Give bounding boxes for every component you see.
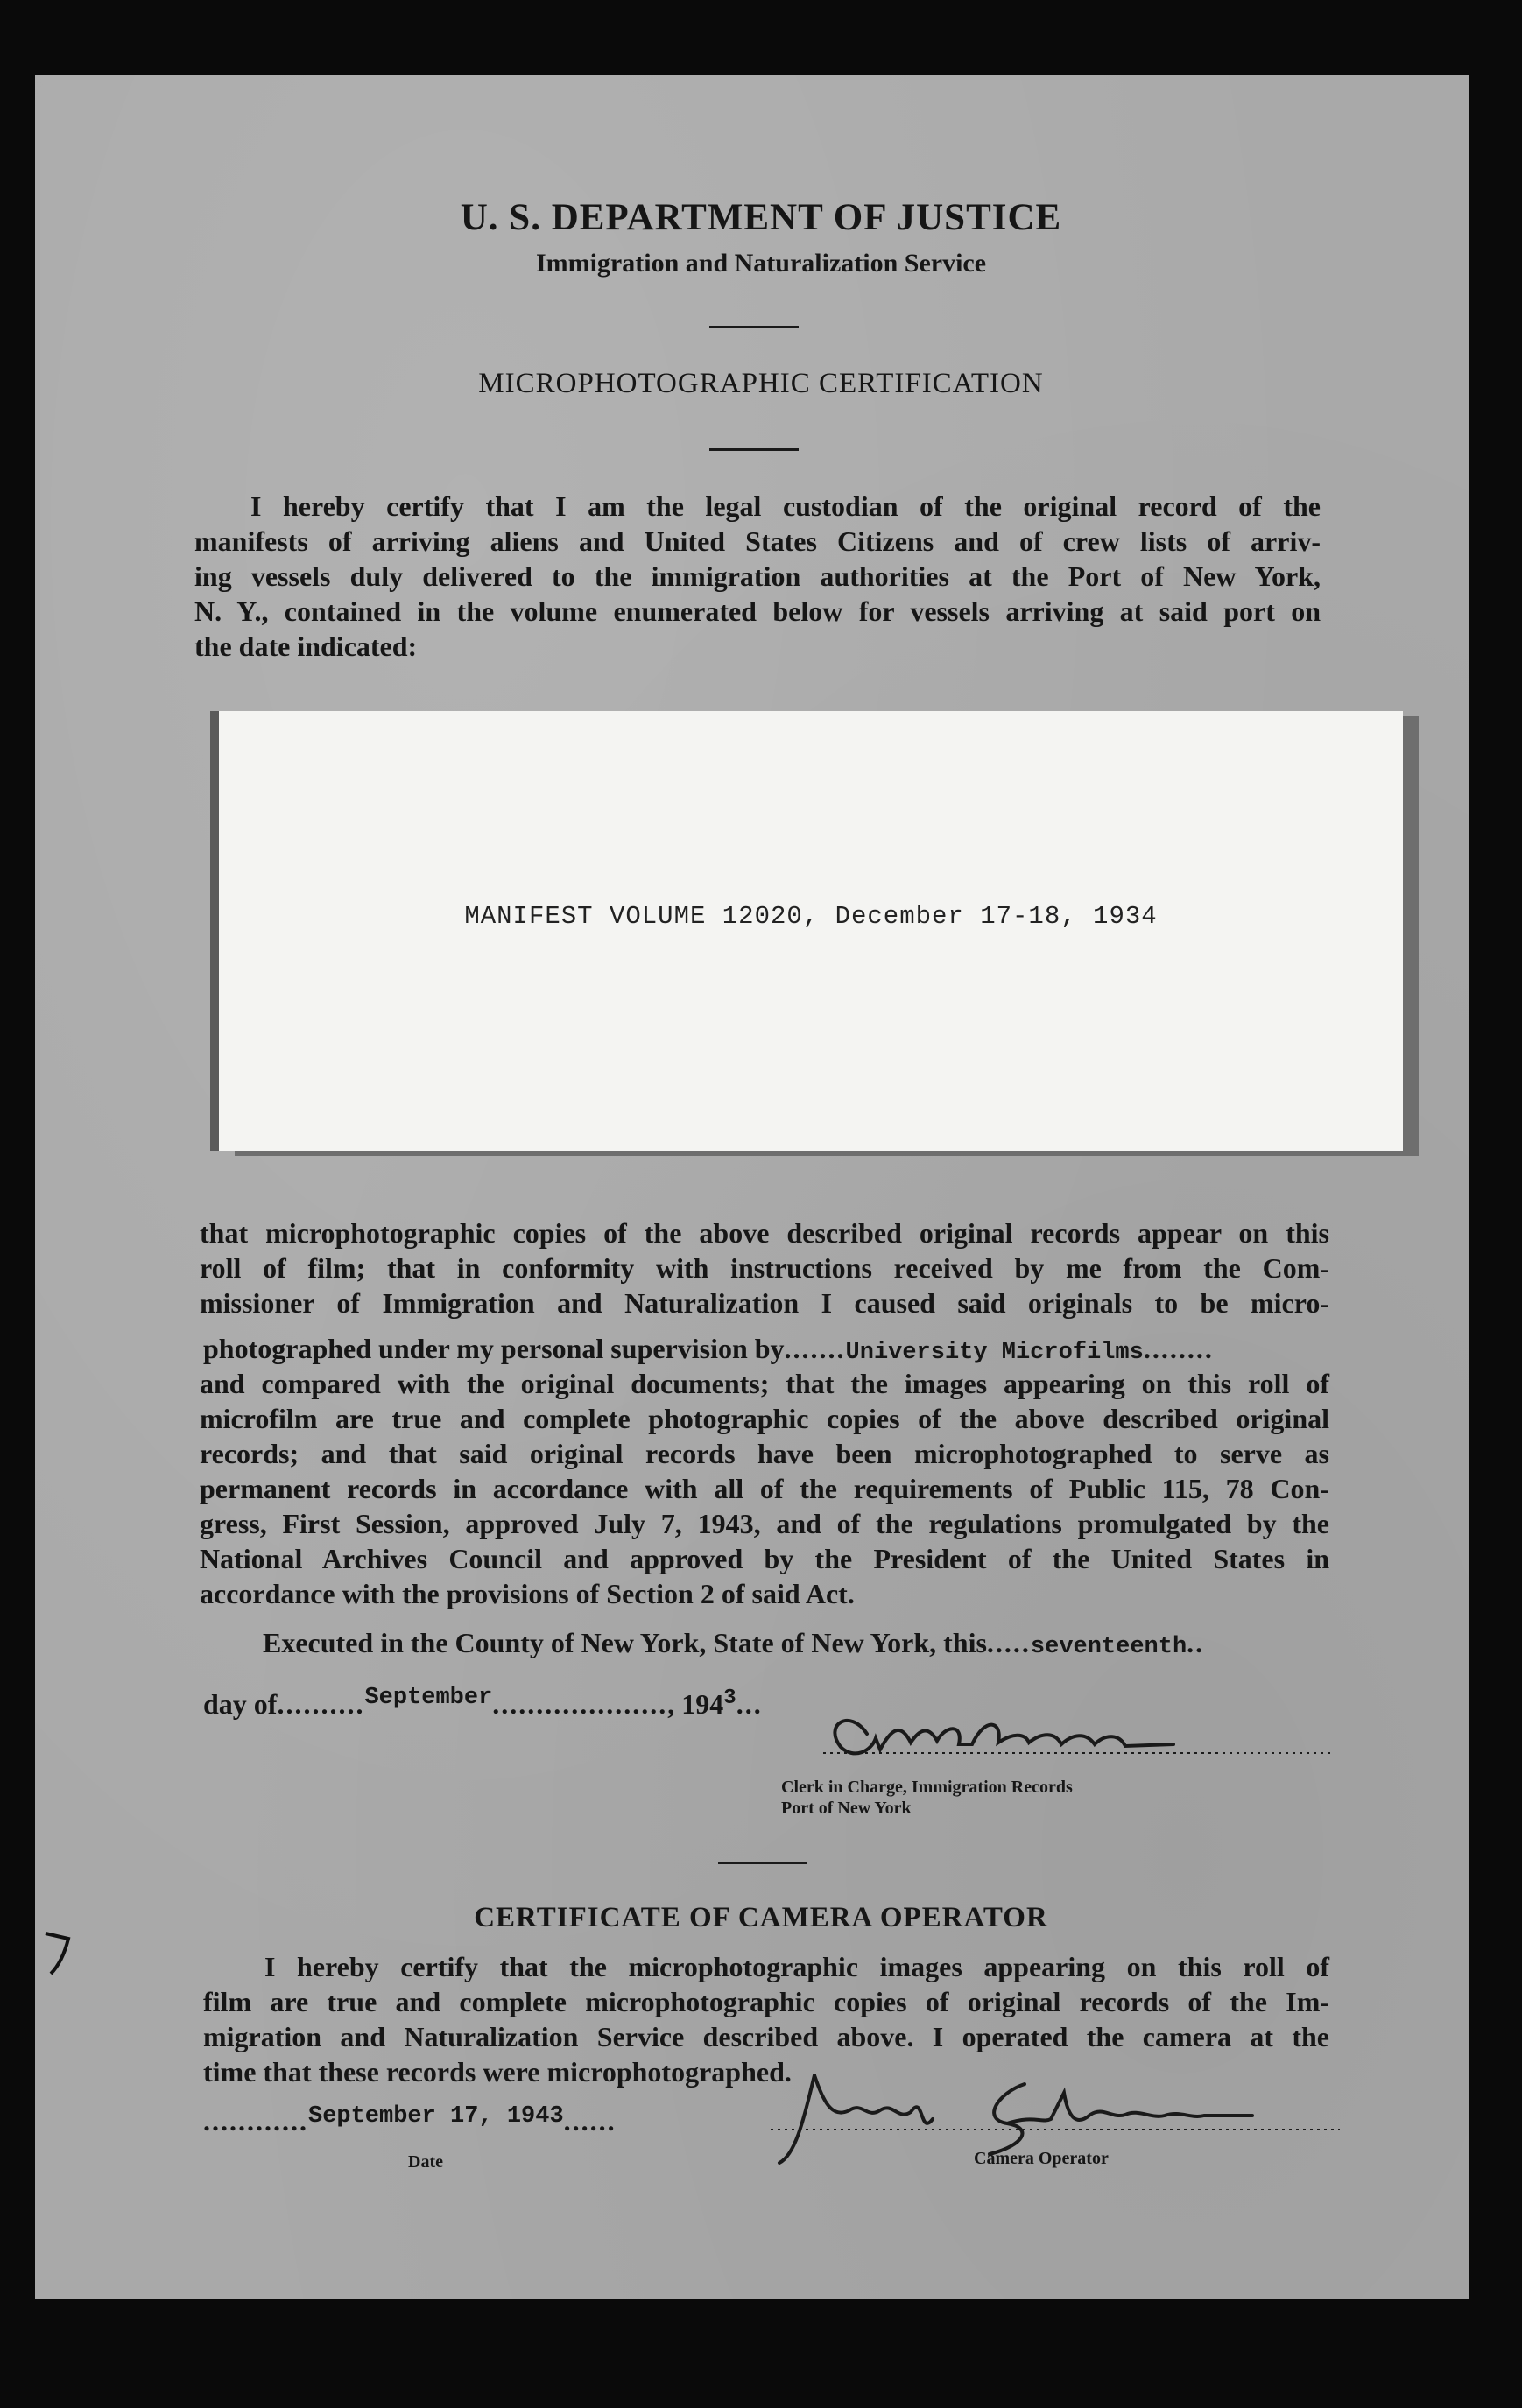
leader-dots: ....................: [492, 1688, 668, 1720]
supervision-line: [203, 1333, 1214, 1366]
year-prefix: , 194: [667, 1688, 724, 1720]
body-line: accordance with the provisions of Section 2 of said Act.: [200, 1578, 855, 1609]
leader-dots: ...: [736, 1688, 763, 1720]
body-paragraph-a: [200, 1215, 1329, 1320]
leader-dots: ..........: [277, 1688, 365, 1720]
body-line: microfilm are true and complete photographic copies of the above described original: [200, 1403, 1329, 1434]
year-digit: 3: [723, 1686, 736, 1710]
manifest-volume-text: MANIFEST VOLUME 12020, December 17-18, 1934: [464, 902, 1158, 931]
manifest-volume-card: [219, 711, 1403, 1151]
leader-dots: .......: [784, 1333, 846, 1364]
service-subtitle: Immigration and Naturalization Service: [535, 249, 987, 278]
supervision-value: University Microfilms: [845, 1340, 1144, 1366]
clerk-signature: [788, 1699, 1331, 1769]
camera-line: time that these records were microphotographed.: [203, 2056, 792, 2088]
divider-rule-1: [709, 326, 799, 328]
certification-title: MICROPHOTOGRAPHIC CERTIFICATION: [478, 368, 1044, 399]
leader-dots: ............: [203, 2105, 308, 2137]
body-line: and compared with the original documents; that the images appearing on this roll of: [200, 1368, 1329, 1399]
clerk-title: Clerk in Charge, Immigration Records: [781, 1778, 1073, 1797]
edge-mark: [42, 1926, 77, 1979]
leader-dots: ......: [563, 2105, 617, 2137]
leader-dots: ..: [1187, 1627, 1205, 1658]
day-of-line: [203, 1685, 763, 1722]
camera-date-line: [203, 2105, 617, 2138]
intro-paragraph: [194, 489, 1321, 664]
intro-line: N. Y., contained in the volume enumerated below for vessels arriving at said port on: [194, 595, 1321, 627]
body-line: missioner of Immigration and Naturalization I caused said originals to be micro-: [200, 1287, 1329, 1319]
body-line: gress, First Session, approved July 7, 1943, and of the regulations promulgated by the: [200, 1508, 1329, 1539]
leader-dots: ........: [1143, 1333, 1214, 1364]
executed-day: seventeenth: [1030, 1634, 1187, 1660]
camera-line: I hereby certify that the microphotographic images appearing on this roll of: [264, 1951, 1329, 1982]
date-label: Date: [408, 2152, 443, 2172]
intro-line: manifests of arriving aliens and United States Citizens and of crew lists of arriv-: [194, 525, 1321, 557]
executed-prefix: Executed in the County of New York, State of New York, this: [263, 1627, 987, 1658]
divider-rule-3: [718, 1862, 807, 1864]
body-line: permanent records in accordance with all of the requirements of Public 115, 78 Con-: [200, 1473, 1329, 1504]
day-of-prefix: day of: [203, 1688, 278, 1720]
body-line: roll of film; that in conformity with instructions received by me from the Com-: [200, 1252, 1329, 1284]
camera-operator-label: Camera Operator: [974, 2149, 1109, 2168]
camera-certificate-title: CERTIFICATE OF CAMERA OPERATOR: [474, 1902, 1048, 1933]
leader-dots: .....: [986, 1627, 1031, 1658]
day-of-month: September: [364, 1685, 493, 1711]
body-line: records; and that said original records have been microphotographed to serve as: [200, 1438, 1329, 1469]
intro-line: ing vessels duly delivered to the immigration authorities at the Port of New York,: [194, 560, 1321, 592]
body-line: that microphotographic copies of the above described original records appear on this: [200, 1217, 1329, 1249]
department-title: U. S. DEPARTMENT OF JUSTICE: [460, 197, 1062, 238]
camera-date: September 17, 1943: [308, 2103, 564, 2130]
body-paragraph-b: [200, 1366, 1329, 1611]
camera-line: film are true and complete microphotographic copies of original records of the Im-: [203, 1986, 1329, 2017]
intro-line: I hereby certify that I am the legal custodian of the original record of the: [250, 490, 1321, 522]
clerk-port: Port of New York: [781, 1799, 912, 1818]
divider-rule-2: [709, 448, 799, 451]
supervision-prefix: photographed under my personal supervision by: [203, 1333, 785, 1364]
intro-line: the date indicated:: [194, 630, 418, 662]
executed-line: [263, 1627, 1204, 1660]
camera-line: migration and Naturalization Service described above. I operated the camera at the: [203, 2021, 1329, 2052]
body-line: National Archives Council and approved by the President of the United States in: [200, 1543, 1329, 1574]
